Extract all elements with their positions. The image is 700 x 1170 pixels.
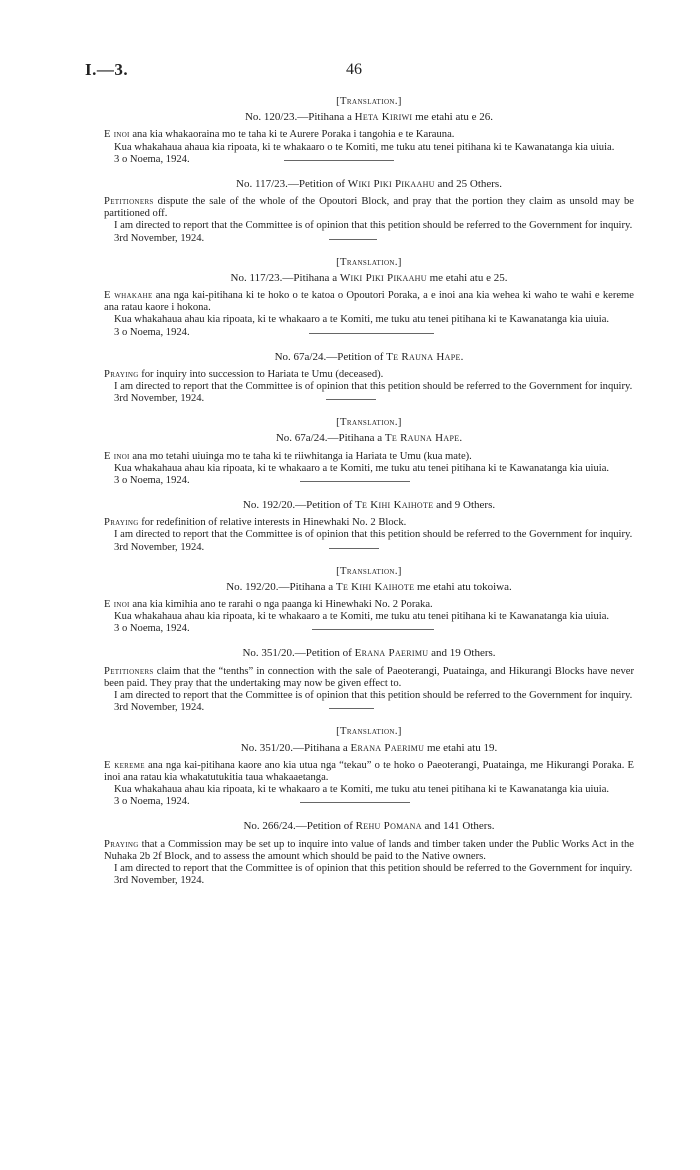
prayer-lead: E kereme — [104, 759, 145, 771]
translation-label: [Translation.] — [336, 256, 402, 268]
prayer-text: claim that the “tenths” in connection with the sale of Paeoterangi, Puatainga, and Hikurangi Blocks have never been paid. They pray that the undertaking may now be given effect to. — [104, 665, 634, 689]
petition-heading — [104, 272, 634, 284]
petition-heading — [104, 351, 634, 363]
report-date: 3rd November, 1924. — [114, 541, 205, 553]
report-date-line — [104, 796, 634, 808]
prayer-lead: E inoi — [104, 599, 130, 611]
petition-heading — [104, 647, 634, 659]
separator-rule — [329, 239, 377, 240]
heading-suffix: and 19 Others. — [428, 647, 496, 660]
prayer-lead: E inoi — [104, 129, 130, 141]
petition-heading — [104, 820, 634, 832]
report-date: 3 o Noema, 1924. — [114, 153, 190, 165]
page-number: 46 — [346, 61, 362, 78]
report-date-line — [104, 233, 634, 245]
heading-number: No. 192/20.—Pitihana a — [226, 580, 336, 593]
petitioner-name: Wiki Piki Pikaahu — [347, 177, 435, 190]
prayer-text: for redefinition of relative interests in Hinewhaki No. 2 Block. — [138, 517, 407, 529]
report-date-line — [104, 623, 634, 635]
heading-suffix: . — [460, 350, 464, 363]
prayer-text: ana mo tetahi uiuinga mo te taha ki te riiwhitanga ia Hariata te Umu (kua mate). — [129, 450, 472, 462]
report-date-line — [104, 475, 634, 487]
prayer-lead: E whakahe — [104, 290, 153, 302]
committee-report: Kua whakahaua ahau kia ripoata, ki te whakaaro a te Komiti, me tuku atu tenei pitihana ki te Kawanatanga kia uiuia. — [114, 462, 610, 474]
petition-prayer — [104, 196, 634, 220]
petition-section — [104, 178, 634, 245]
petition-section — [104, 647, 634, 714]
petitioner-name: Te Kihi Kaihote — [335, 580, 415, 593]
prayer-text: ana kia whakaoraina mo te taha ki te Aurere Poraka i tangohia e te Karauna. — [129, 129, 455, 141]
heading-number: No. 67a/24.—Petition of — [274, 350, 387, 363]
heading-number: No. 67a/24.—Pitihana a — [275, 432, 385, 445]
report-date: 3 o Noema, 1924. — [114, 475, 190, 487]
prayer-lead: Praying — [104, 517, 139, 529]
translation-label: [Translation.] — [336, 565, 402, 577]
report-date: 3 o Noema, 1924. — [114, 796, 190, 808]
petition-heading — [104, 432, 634, 444]
petition-heading — [104, 111, 634, 123]
heading-number: No. 351/20.—Petition of — [242, 647, 355, 660]
report-date-line — [104, 327, 634, 339]
prayer-text: ana nga kai-pitihana kaore ano kia utua nga “tekau” o te hoko o Paeoterangi, Puatainga, me Hikurangi Poraka. E inoi ana ratau kia whakatutukitia taua whakaaetanga. — [104, 759, 634, 783]
heading-number: No. 351/20.—Pitihana a — [240, 741, 351, 754]
heading-suffix: and 9 Others. — [433, 499, 496, 512]
report-date-line — [104, 542, 634, 554]
prayer-text: for inquiry into succession to Hariata te Umu (deceased). — [138, 368, 384, 380]
petitioner-name: Te Rauna Hape — [384, 432, 460, 445]
page-identifier: I.—3. — [85, 60, 129, 79]
separator-rule — [329, 708, 374, 709]
separator-rule — [326, 399, 376, 400]
petitioner-name: Rehu Pomana — [355, 820, 422, 833]
petition-prayer — [104, 666, 634, 690]
heading-suffix: me etahi atu e 25. — [426, 271, 508, 284]
heading-suffix: me etahi atu tokoiwa. — [414, 580, 512, 593]
heading-number: No. 117/23.—Petition of — [236, 177, 348, 190]
separator-rule — [300, 481, 410, 482]
committee-report: I am directed to report that the Committee is of opinion that this petition should be referred to the Government for inquiry. — [114, 862, 633, 874]
petitions-content — [104, 96, 634, 899]
petitioner-name: Erana Paerimu — [350, 741, 425, 754]
petition-section — [104, 566, 634, 636]
report-date-line — [104, 702, 634, 714]
prayer-lead: Petitioners — [104, 665, 154, 677]
petition-heading — [104, 742, 634, 754]
petition-prayer — [104, 517, 634, 529]
separator-rule — [312, 629, 434, 630]
report-date: 3 o Noema, 1924. — [114, 623, 190, 635]
committee-report: Kua whakahaua ahaua kia ripoata, ki te whakaaro o te Komiti, me tuku atu tenei pitihana ki te Kawanatanga kia uiuia. — [114, 141, 615, 153]
petitioner-name: Erana Paerimu — [354, 647, 429, 660]
petition-prayer — [104, 369, 634, 381]
committee-report: I am directed to report that the Committee is of opinion that this petition should be referred to the Government for inquiry. — [114, 529, 633, 541]
committee-report: I am directed to report that the Committee is of opinion that this petition should be referred to the Government for inquiry. — [114, 381, 633, 393]
heading-suffix: and 141 Others. — [421, 820, 495, 833]
committee-report: Kua whakahaua ahau kia ripoata, ki te whakaaro a te Komiti, me tuku atu tenei pitihana ki te Kawanatanga kia uiuia. — [114, 611, 610, 623]
petitioner-name: Te Kihi Kaihote — [355, 499, 434, 512]
committee-report: I am directed to report that the Committee is of opinion that this petition should be referred to the Government for inquiry. — [114, 690, 633, 702]
prayer-lead: E inoi — [104, 450, 130, 462]
translation-label: [Translation.] — [336, 726, 402, 738]
report-date: 3rd November, 1924. — [114, 393, 205, 405]
prayer-lead: Petitioners — [104, 196, 154, 208]
separator-rule — [329, 548, 379, 549]
heading-suffix: . — [459, 432, 463, 445]
prayer-text: dispute the sale of the whole of the Opoutori Block, and pray that the portion they claim as unsold may be partitioned off. — [104, 196, 634, 220]
prayer-lead: Praying — [104, 368, 139, 380]
heading-suffix: me etahi atu 19. — [424, 741, 498, 754]
petitioner-name: Heta Kiriwi — [354, 111, 413, 124]
heading-number: No. 192/20.—Petition of — [242, 499, 356, 512]
report-date: 3 o Noema, 1924. — [114, 326, 190, 338]
report-date: 3rd November, 1924. — [114, 875, 205, 887]
petition-heading — [104, 499, 634, 511]
petition-prayer — [104, 290, 634, 314]
petition-prayer — [104, 760, 634, 784]
report-date-line — [104, 875, 634, 887]
committee-report: I am directed to report that the Committee is of opinion that this petition should be referred to the Government for inquiry. — [114, 220, 633, 232]
prayer-text: ana kia kimihia ano te rarahi o nga paanga ki Hinewhaki No. 2 Poraka. — [129, 599, 433, 611]
prayer-text: that a Commission may be set up to inquire into value of lands and timber taken under the Public Works Act in the Nuhaka 2b 2f Block, and to assess the amount which should be paid to the Native owners. — [104, 838, 634, 862]
prayer-text: ana nga kai-pitihana ki te hoko o te katoa o Opoutori Poraka, a e inoi ana kia wehea ki waho te wahi e kereme ana ratau kaore i hokona. — [104, 290, 634, 314]
prayer-lead: Praying — [104, 838, 139, 850]
petition-prayer — [104, 451, 634, 463]
heading-number: No. 117/23.—Pitihana a — [230, 271, 340, 284]
petition-prayer — [104, 599, 634, 611]
petition-section — [104, 417, 634, 487]
heading-suffix: me etahi atu e 26. — [412, 111, 494, 124]
petition-section — [104, 726, 634, 808]
heading-suffix: and 25 Others. — [434, 177, 502, 190]
report-date: 3rd November, 1924. — [114, 232, 205, 244]
committee-report: Kua whakahaua ahau kia ripoata, ki te whakaaro a te Komiti, me tuku atu tenei pitihana ki te Kawanatanga kia uiuia. — [114, 784, 610, 796]
translation-label: [Translation.] — [336, 417, 402, 429]
separator-rule — [309, 333, 434, 334]
separator-rule — [284, 160, 394, 161]
committee-report: Kua whakahaua ahau kia ripoata, ki te whakaaro a te Komiti, me tuku atu tenei pitihana ki te Kawanatanga kia uiuia. — [114, 314, 610, 326]
petition-section — [104, 499, 634, 554]
report-date-line — [104, 154, 634, 166]
heading-number: No. 266/24.—Petition of — [243, 820, 356, 833]
separator-rule — [300, 802, 410, 803]
petitioner-name: Te Rauna Hape — [386, 350, 461, 363]
petition-prayer — [104, 129, 634, 141]
petition-heading — [104, 178, 634, 190]
report-date: 3rd November, 1924. — [114, 702, 205, 714]
petition-section — [104, 351, 634, 406]
report-date-line — [104, 393, 634, 405]
translation-label: [Translation.] — [336, 96, 402, 107]
petition-prayer — [104, 839, 634, 863]
petition-heading — [104, 581, 634, 593]
heading-number: No. 120/23.—Pitihana a — [244, 111, 355, 124]
petition-section — [104, 820, 634, 887]
petition-section — [104, 257, 634, 339]
petitioner-name: Wiki Piki Pikaahu — [339, 271, 427, 284]
petition-section — [104, 96, 634, 166]
